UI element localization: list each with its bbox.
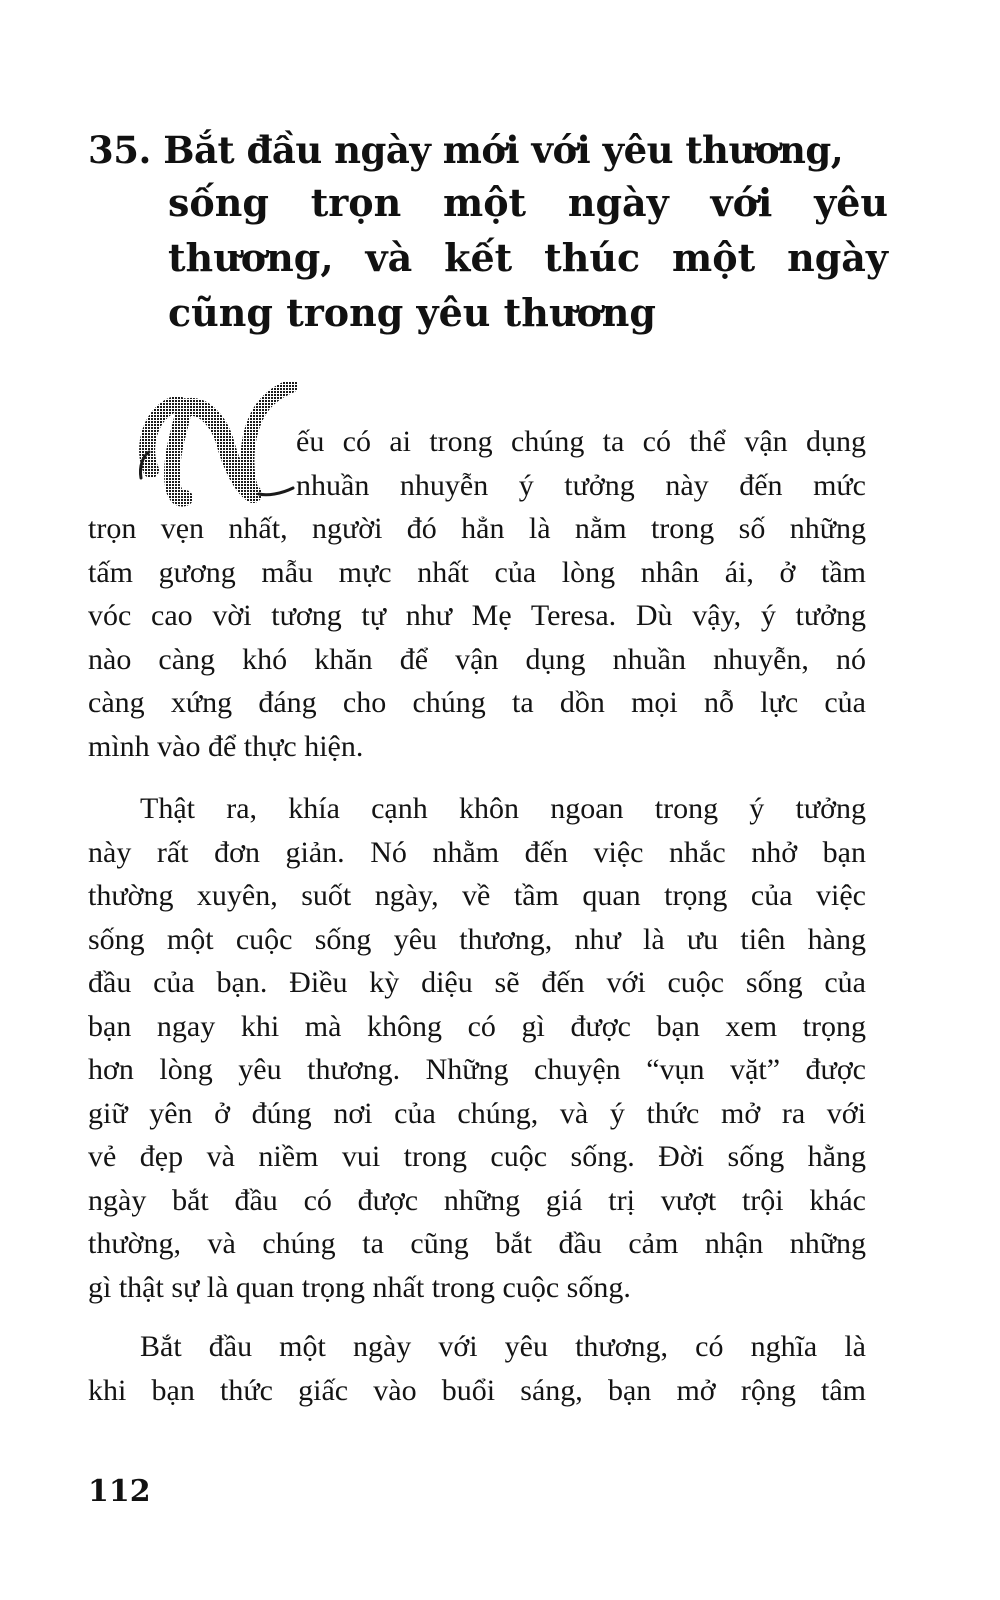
paragraph-3 — [88, 1325, 866, 1412]
paragraph-1-line: trọn vẹn nhất, người đó hẳn là nằm trong số những — [88, 512, 866, 545]
heading-line-1: 35. Bắt đầu ngày mới với yêu thương, — [88, 128, 844, 172]
paragraph-1-line: tấm gương mẫu mực nhất của lòng nhân ái, ở tầm — [88, 555, 866, 589]
paragraph-2-line: vẻ đẹp và niềm vui trong cuộc sống. Đời sống hằng — [88, 1140, 866, 1173]
page-number: 112 — [88, 1474, 151, 1509]
paragraph-2 — [88, 787, 866, 1309]
paragraph-1-line: mình vào để thực hiện. — [88, 729, 364, 763]
paragraph-2-line: Thật ra, khía cạnh khôn ngoan trong ý tưởng — [140, 792, 866, 825]
paragraph-1-line: càng xứng đáng cho chúng ta dồn mọi nỗ lực của — [88, 686, 866, 719]
heading-line-2: sống trọn một ngày với yêu — [168, 180, 888, 225]
paragraph-2-line: hơn lòng yêu thương. Những chuyện “vụn vặt” được — [88, 1053, 866, 1086]
paragraph-2-line: bạn ngay khi mà không có gì được bạn xem trọng — [88, 1009, 866, 1043]
paragraph-2-line: đầu của bạn. Điều kỳ diệu sẽ đến với cuộc sống của — [88, 966, 866, 999]
paragraph-3-line: Bắt đầu một ngày với yêu thương, có nghĩa là — [140, 1330, 866, 1363]
heading-continuation — [168, 175, 888, 340]
paragraph-3-line: khi bạn thức giấc vào buổi sáng, bạn mở rộng tâm — [88, 1373, 866, 1407]
heading-line-4: cũng trong yêu thương — [168, 290, 657, 335]
paragraph-2-line: này rất đơn giản. Nó nhằm đến việc nhắc nhở bạn — [88, 835, 866, 869]
chapter-heading — [88, 125, 888, 340]
paragraph-1-line: nhuần nhuyễn ý tưởng này đến mức — [296, 468, 866, 502]
paragraph-2-line: giữ yên ở đúng nơi của chúng, và ý thức mở ra với — [88, 1096, 866, 1130]
paragraph-2-line: thường, và chúng ta cũng bắt đầu cảm nhận những — [88, 1227, 866, 1260]
paragraph-2-line: ngày bắt đầu có được những giá trị vượt trội khác — [88, 1183, 866, 1217]
heading-line-3: thương, và kết thúc một ngày — [168, 235, 888, 280]
paragraph-1-line: nào càng khó khăn để vận dụng nhuần nhuyễn, nó — [88, 642, 866, 676]
paragraph-2-line: gì thật sự là quan trọng nhất trong cuộc sống. — [88, 1270, 631, 1304]
paragraph-1-line: vóc cao vời tương tự như Mẹ Teresa. Dù vậy, ý tưởng — [88, 599, 866, 632]
paragraph-2-line: thường xuyên, suốt ngày, về tầm quan trọng của việc — [88, 879, 866, 912]
paragraph-1 — [88, 420, 866, 768]
paragraph-2-line: sống một cuộc sống yêu thương, như là ưu tiên hàng — [88, 922, 866, 956]
paragraph-1-line: ếu có ai trong chúng ta có thể vận dụng — [296, 425, 866, 458]
